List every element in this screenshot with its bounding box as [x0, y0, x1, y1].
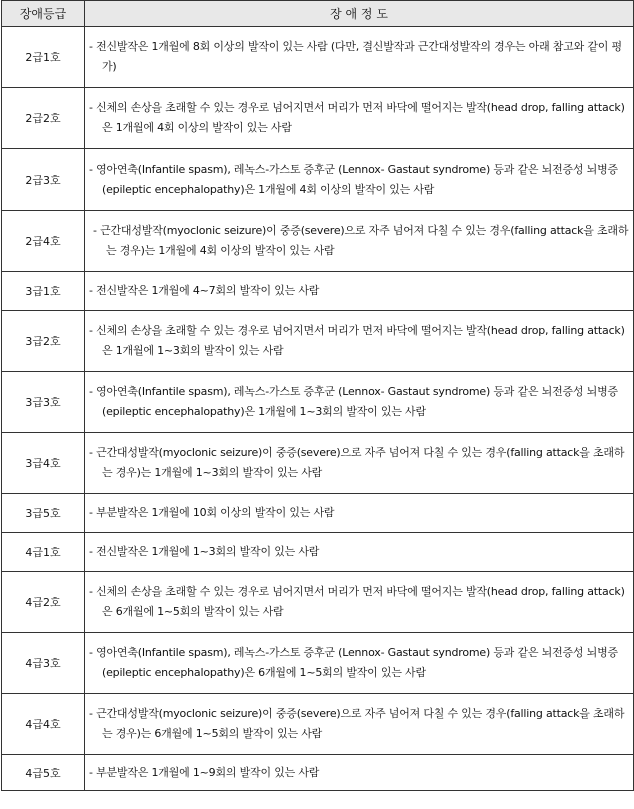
criteria-text: - 영아연축(Infantile spasm), 레녹스-가스토 증후군 (Lennox- Gastaut syndrome) 등과 같은 뇌전증성 뇌병증 (epileptic encephalopathy)은 1개월에 1~3회의 발작이 있는 사람 — [89, 385, 618, 418]
header-row — [2, 1, 634, 27]
criteria-cell — [85, 433, 634, 494]
table-header — [2, 1, 634, 27]
criteria-cell — [85, 494, 634, 533]
criteria-text: - 근간대성발작(myoclonic seizure)이 중증(severe)으로 자주 넘어져 다칠 수 있는 경우(falling attack을 초래하는 경우)는 1개월에 4회 이상의 발작이 있는 사람 — [93, 224, 629, 257]
criteria-text: - 전신발작은 1개월에 8회 이상의 발작이 있는 사람 (다만, 결신발작과 근간대성발작의 경우는 아래 참고와 같이 평가) — [89, 40, 622, 73]
grade-cell: 3급4호 — [2, 433, 85, 494]
table-row — [2, 633, 634, 694]
criteria-cell — [85, 149, 634, 211]
table-row — [2, 533, 634, 572]
criteria-cell — [85, 88, 634, 149]
grade-cell: 3급1호 — [2, 272, 85, 311]
criteria-cell — [85, 694, 634, 755]
header-criteria: 장 애 정 도 — [85, 1, 634, 27]
grade-cell: 2급4호 — [2, 211, 85, 272]
criteria-text: - 전신발작은 1개월에 1~3회의 발작이 있는 사람 — [89, 545, 320, 558]
grade-cell: 3급3호 — [2, 372, 85, 433]
criteria-text: - 신체의 손상을 초래할 수 있는 경우로 넘어지면서 머리가 먼저 바닥에 떨어지는 발작(head drop, falling attack)은 1개월에 1~3회의 발작이 있는 사람 — [89, 324, 625, 357]
criteria-text: - 부분발작은 1개월에 10회 이상의 발작이 있는 사람 — [89, 506, 335, 519]
criteria-text: - 신체의 손상을 초래할 수 있는 경우로 넘어지면서 머리가 먼저 바닥에 떨어지는 발작(head drop, falling attack)은 6개월에 1~5회의 발작이 있는 사람 — [89, 585, 625, 618]
criteria-cell — [85, 372, 634, 433]
table-row — [2, 311, 634, 372]
criteria-text: - 신체의 손상을 초래할 수 있는 경우로 넘어지면서 머리가 먼저 바닥에 떨어지는 발작(head drop, falling attack)은 1개월에 4회 이상의 발작이 있는 사람 — [89, 101, 625, 134]
criteria-text: - 부분발작은 1개월에 1~9회의 발작이 있는 사람 — [89, 765, 320, 779]
criteria-text: - 영아연축(Infantile spasm), 레녹스-가스토 증후군 (Lennox- Gastaut syndrome) 등과 같은 뇌전증성 뇌병증 (epileptic encephalopathy)은 6개월에 1~5회의 발작이 있는 사람 — [89, 646, 618, 679]
table-row — [2, 494, 634, 533]
table-row — [2, 272, 634, 311]
table-body — [2, 27, 634, 791]
criteria-cell — [85, 311, 634, 372]
criteria-cell — [85, 272, 634, 311]
table-row — [2, 694, 634, 755]
grade-cell: 4급1호 — [2, 533, 85, 572]
criteria-text: - 영아연축(Infantile spasm), 레녹스-가스토 증후군 (Lennox- Gastaut syndrome) 등과 같은 뇌전증성 뇌병증 (epileptic encephalopathy)은 1개월에 4회 이상의 발작이 있는 사람 — [89, 162, 618, 196]
grade-cell: 3급2호 — [2, 311, 85, 372]
table-row — [2, 755, 634, 791]
grade-cell: 3급5호 — [2, 494, 85, 533]
criteria-text: - 근간대성발작(myoclonic seizure)이 중증(severe)으로 자주 넘어져 다칠 수 있는 경우(falling attack을 초래하는 경우)는 6개월에 1~5회의 발작이 있는 사람 — [89, 707, 625, 740]
criteria-cell — [85, 572, 634, 633]
grade-cell: 2급3호 — [2, 149, 85, 211]
criteria-text: - 근간대성발작(myoclonic seizure)이 중증(severe)으로 자주 넘어져 다칠 수 있는 경우(falling attack을 초래하는 경우)는 1개월에 1~3회의 발작이 있는 사람 — [89, 446, 625, 479]
grade-cell: 2급1호 — [2, 27, 85, 88]
criteria-cell — [85, 533, 634, 572]
grade-cell: 4급5호 — [2, 755, 85, 791]
grade-cell: 4급2호 — [2, 572, 85, 633]
table-row — [2, 211, 634, 272]
grade-cell: 2급2호 — [2, 88, 85, 149]
criteria-text: - 전신발작은 1개월에 4~7회의 발작이 있는 사람 — [89, 284, 320, 297]
grade-cell: 4급3호 — [2, 633, 85, 694]
grade-cell: 4급4호 — [2, 694, 85, 755]
criteria-cell — [85, 27, 634, 88]
table-row — [2, 572, 634, 633]
table-row — [2, 27, 634, 88]
table-row — [2, 372, 634, 433]
header-grade: 장애등급 — [2, 1, 85, 27]
disability-grade-table — [1, 0, 634, 791]
table-row — [2, 433, 634, 494]
criteria-cell — [85, 211, 634, 272]
criteria-cell — [85, 755, 634, 791]
criteria-cell — [85, 633, 634, 694]
table-row — [2, 88, 634, 149]
table-row — [2, 149, 634, 211]
